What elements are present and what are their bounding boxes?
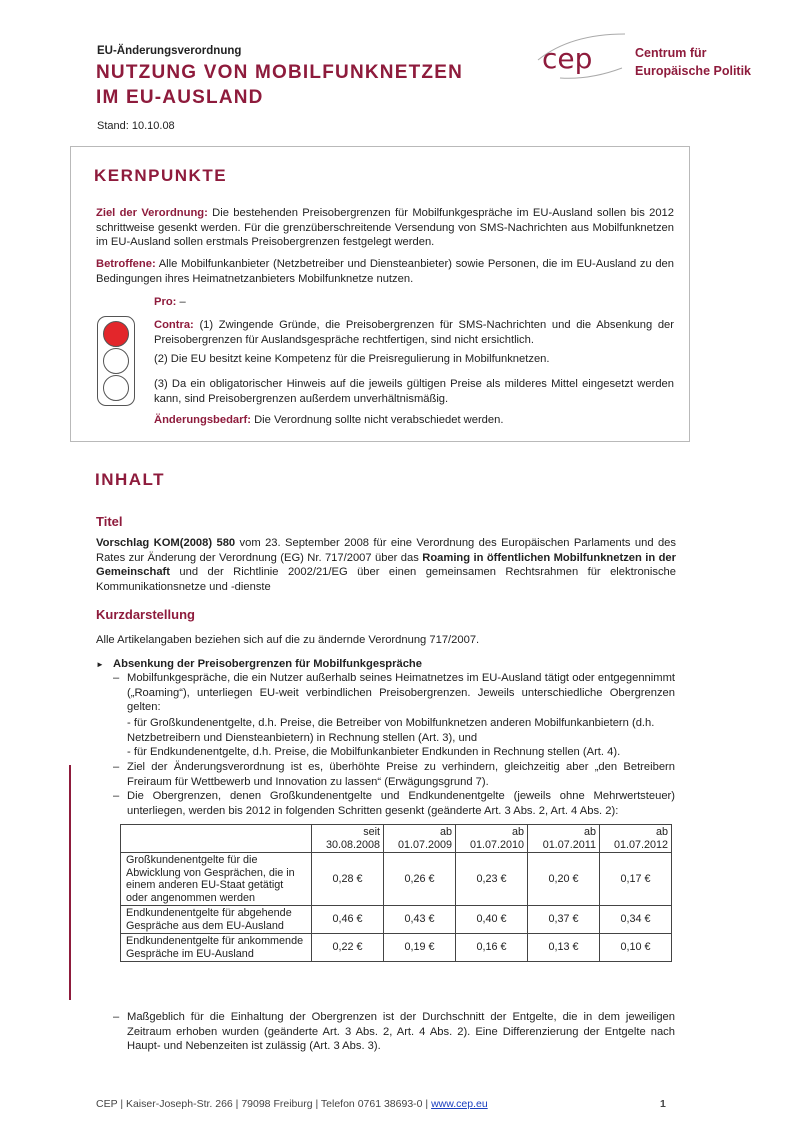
logo-text [635,44,751,80]
table-cell: 0,37 € [528,906,600,934]
pro-paragraph [154,295,674,310]
table-cell: 0,40 € [456,906,528,934]
table-header-cell: ab 01.07.2011 [528,825,600,853]
logo-text-line-2: Europäische Politik [635,64,752,78]
list-item-average: Maßgeblich für die Einhaltung der Obergrenzen ist der Durchschnitt der Entgelte, die in dem jeweiligen Zeitraum erhoben wurden (geänderte Art. 3 Abs. 2, Art. 4 Abs. 2). Eine Differenzierung der Entgelte nach Haupt- und Nebenzeiten ist zulässig (Art. 3 Abs. 3). [127,1011,675,1052]
key-points-heading: KERNPUNKTE [94,166,228,185]
goal-paragraph [96,206,674,250]
table-header-row [121,825,672,853]
contra-label: Contra: [154,319,194,331]
logo-text-line-1: Centrum für [635,46,707,60]
table-row-label: Großkundenentgelte für die Abwicklung von Gesprächen, die in einem anderen EU-Staat getätigt oder angenommen werden [121,853,312,906]
goal-label: Ziel der Verordnung: [96,207,208,219]
contra-point-3: (3) Da ein obligatorischer Hinweis auf die jeweils gültigen Preise als milderes Mittel eingesetzt werden kann, sind Preisobergrenzen außerdem unverhältnismäßig. [154,378,674,405]
contra-text: (1) Zwingende Gründe, die Preisobergrenzen für SMS-Nachrichten und die Absenkung der Preisobergrenzen für Auslandsgespräche rechtfertigen, sind nicht ersichtlich. [154,319,675,346]
table-header-cell: ab 01.07.2012 [600,825,672,853]
table-row-label: Endkundenentgelte für ankommende Gespräche im EU-Ausland [121,934,312,962]
table-row [121,853,672,906]
table-cell: 0,26 € [384,853,456,906]
page-title-line-2: IM EU-AUSLAND [96,87,264,108]
table-cell: 0,28 € [312,853,384,906]
affected-paragraph [96,257,674,286]
document-date: Stand: 10.10.08 [97,120,175,132]
list-item-caps: Die Obergrenzen, denen Großkundenentgelte und Endkundenentgelte (jeweils ohne Mehrwertsteuer) unterliegen, werden bis 2012 in folgenden Schritten gesenkt (geänderte Art. 3 Abs. 2, Art. 4 Abs. 2): [127,790,675,817]
content-heading: INHALT [95,470,166,489]
price-cap-table [120,824,672,962]
table-header-empty [121,825,312,853]
table-header-cell: seit 30.08.2008 [312,825,384,853]
proposal-paragraph [96,536,676,594]
affected-label: Betroffene: [96,258,156,270]
change-need-label: Änderungsbedarf: [154,414,251,426]
table-cell: 0,19 € [384,934,456,962]
proposal-subject: Roaming in öffentlichen Mobilfunknetzen in der Gemeinschaft [96,551,676,578]
footer-website-link[interactable]: www.cep.eu [431,1098,488,1110]
table-cell: 0,34 € [600,906,672,934]
page-title-line-1: NUTZUNG VON MOBILFUNKNETZEN [96,62,463,83]
affected-text: Alle Mobilfunkanbieter (Netzbetreiber und Diensteanbieter) sowie Personen, die im EU-Ausland zu den Bedingungen ihres Heimatnetzanbieters Mobilfunknetze nutzen. [96,258,674,285]
proposal-text-2: und der Richtlinie 2002/21/EG über einen gemeinsamen Rechtsrahmen für elektronische Kommunikationsnetze und -dienste [96,566,676,593]
title-subheading: Titel [96,514,123,529]
document-type: EU-Änderungsverordnung [97,45,242,57]
contra-paragraph [154,318,674,347]
traffic-light-yellow [103,348,129,374]
table-cell: 0,16 € [456,934,528,962]
table-row-label: Endkundenentgelte für abgehende Gespräche aus dem EU-Ausland [121,906,312,934]
table-cell: 0,23 € [456,853,528,906]
summary-subheading: Kurzdarstellung [96,607,195,622]
list-item-goal: Ziel der Änderungsverordnung ist es, überhöhte Preise zu verhindern, gleichzeitig aber „den Betreibern Freiraum für Wettbewerb und Innovation zu lassen“ (Erwägungsgrund 7). [127,761,675,788]
dash-marker: – [113,761,120,773]
footer [96,1097,488,1112]
logo-mark: cep [542,42,593,75]
list-subitem-wholesale: - für Großkundenentgelte, d.h. Preise, die Betreiber von Mobilfunknetzen anderen Mobilfunkanbietern (d.h. Netzbetreibern und Diensteanbietern) in Rechnung stellen (Art. 3), und [127,717,655,744]
list-item-roaming: Mobilfunkgespräche, die ein Nutzer außerhalb seines Heimatnetzes im EU-Ausland tätigt oder entgegennimmt („Roaming“), unterliegen EU-weit verbindlichen Preisobergrenzen. Jeweils unterschiedliche Obergrenzen gelten: [127,672,675,713]
bullet-heading-text: Absenkung der Preisobergrenzen für Mobilfunkgespräche [113,658,422,670]
table-cell: 0,43 € [384,906,456,934]
footer-address: CEP | Kaiser-Joseph-Str. 266 | 79098 Freiburg | Telefon 0761 38693-0 | [96,1098,432,1110]
table-header-cell: ab 01.07.2009 [384,825,456,853]
traffic-light-red [103,321,129,347]
pro-label: Pro: [154,296,177,308]
traffic-light-icon [97,316,135,406]
goal-text: Die bestehenden Preisobergrenzen für Mobilfunkgespräche im EU-Ausland sollen bis 2012 schrittweise gesenkt werden. Für die grenzüberschreitende Versendung von SMS-Nachrichten aus Mobilfunknetzen im EU-Ausland sollen erstmals Preisobergrenzen festgelegt werden. [96,207,674,248]
table-row [121,906,672,934]
table-cell: 0,10 € [600,934,672,962]
table-header-cell: ab 01.07.2010 [456,825,528,853]
dash-marker: – [113,672,120,684]
table-row [121,934,672,962]
dash-marker: – [113,790,120,802]
traffic-light-green [103,375,129,401]
table-cell: 0,46 € [312,906,384,934]
change-need-text: Die Verordnung sollte nicht verabschiedet werden. [254,414,504,426]
margin-bar [69,765,71,1000]
change-need-paragraph [154,413,674,428]
table-cell: 0,13 € [528,934,600,962]
article-reference-note: Alle Artikelangaben beziehen sich auf die zu ändernde Verordnung 717/2007. [96,634,480,646]
proposal-text-1: vom 23. September 2008 für eine Verordnung des Europäischen Parlaments und des Rates zur Änderung der Verordnung (EG) Nr. 717/2007 über das [96,537,676,564]
bullet-marker-icon: ► [96,660,104,669]
list-subitem-retail: - für Endkundenentgelte, d.h. Preise, die Mobilfunkanbieter Endkunden in Rechnung stellen (Art. 4). [127,746,621,758]
table-cell: 0,22 € [312,934,384,962]
contra-point-2: (2) Die EU besitzt keine Kompetenz für die Preisregulierung in Mobilfunknetzen. [154,353,550,365]
proposal-id: Vorschlag KOM(2008) 580 [96,537,236,549]
page-number: 1 [660,1098,666,1110]
table-cell: 0,20 € [528,853,600,906]
table-cell: 0,17 € [600,853,672,906]
dash-marker: – [113,1011,120,1023]
pro-text: – [179,296,186,308]
